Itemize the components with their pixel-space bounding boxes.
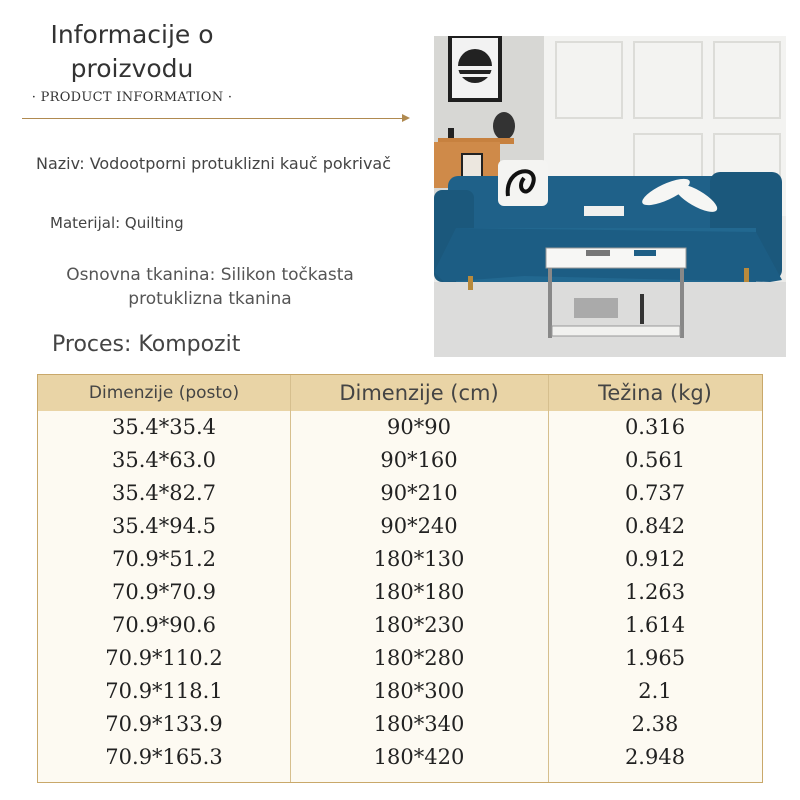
- size-weight-table: [37, 374, 763, 783]
- spec-name: Naziv: Vodootporni protuklizni kauč pokrivač: [36, 154, 392, 173]
- product-photo-illustration: [434, 36, 786, 357]
- cell-dimensions-cm: 180*130: [373, 547, 465, 571]
- header-weight: Težina (kg): [598, 381, 712, 405]
- cell-dimensions-cm: 90*90: [387, 415, 451, 439]
- cell-dimensions-cm: 180*300: [373, 679, 465, 703]
- table-row: [38, 477, 762, 510]
- table-row: [38, 543, 762, 576]
- table-row: [38, 411, 762, 444]
- table-row: [38, 609, 762, 642]
- table-row: [38, 510, 762, 543]
- cell-weight: 1.614: [624, 613, 686, 637]
- cell-dimensions-cm: 180*230: [373, 613, 465, 637]
- cell-dimensions-cm: 180*280: [373, 646, 465, 670]
- table-row: [38, 675, 762, 708]
- product-photo: [434, 36, 786, 357]
- cell-dimensions-inch: 35.4*63.0: [111, 448, 216, 472]
- table-row: [38, 444, 762, 477]
- cell-dimensions-inch: 70.9*51.2: [111, 547, 216, 571]
- cell-dimensions-inch: 70.9*90.6: [111, 613, 216, 637]
- cell-weight: 0.316: [624, 415, 686, 439]
- table-row: [38, 642, 762, 675]
- table-header: [38, 375, 762, 411]
- cell-dimensions-inch: 70.9*118.1: [105, 679, 223, 703]
- cell-weight: 0.561: [624, 448, 686, 472]
- section-subtitle: · PRODUCT INFORMATION ·: [31, 90, 233, 105]
- cell-weight: 2.1: [638, 679, 672, 703]
- cell-weight: 2.948: [624, 745, 686, 769]
- cell-dimensions-inch: 35.4*35.4: [111, 415, 216, 439]
- cell-dimensions-cm: 90*210: [380, 481, 458, 505]
- spec-process: Proces: Kompozit: [52, 332, 241, 357]
- cell-dimensions-inch: 70.9*165.3: [105, 745, 223, 769]
- cell-dimensions-inch: 35.4*82.7: [111, 481, 216, 505]
- table-row: [38, 708, 762, 741]
- spec-base-fabric: Osnovna tkanina: Silikon točkasta protuklizna tkanina: [66, 265, 354, 309]
- table-row: [38, 741, 762, 774]
- cell-dimensions-cm: 90*160: [380, 448, 458, 472]
- cell-dimensions-cm: 180*180: [373, 580, 465, 604]
- cell-dimensions-inch: 70.9*70.9: [111, 580, 216, 604]
- header-dimensions-inch: Dimenzije (posto): [88, 383, 240, 403]
- cell-dimensions-inch: 70.9*133.9: [105, 712, 223, 736]
- arrow-right-icon: [402, 114, 410, 122]
- header-dimensions-cm: Dimenzije (cm): [339, 381, 499, 405]
- cell-dimensions-inch: 70.9*110.2: [105, 646, 223, 670]
- table-row: [38, 576, 762, 609]
- cell-weight: 0.912: [624, 547, 686, 571]
- cell-weight: 2.38: [631, 712, 679, 736]
- section-title: Informacije o proizvodu: [50, 20, 214, 83]
- cell-dimensions-cm: 180*340: [373, 712, 465, 736]
- cell-weight: 1.263: [624, 580, 686, 604]
- cell-weight: 0.842: [624, 514, 686, 538]
- divider-arrow-line: [22, 118, 402, 119]
- cell-dimensions-cm: 180*420: [373, 745, 465, 769]
- cell-dimensions-inch: 35.4*94.5: [111, 514, 216, 538]
- cell-weight: 0.737: [624, 481, 686, 505]
- cell-dimensions-cm: 90*240: [380, 514, 458, 538]
- cell-weight: 1.965: [624, 646, 686, 670]
- spec-material: Materijal: Quilting: [50, 214, 184, 232]
